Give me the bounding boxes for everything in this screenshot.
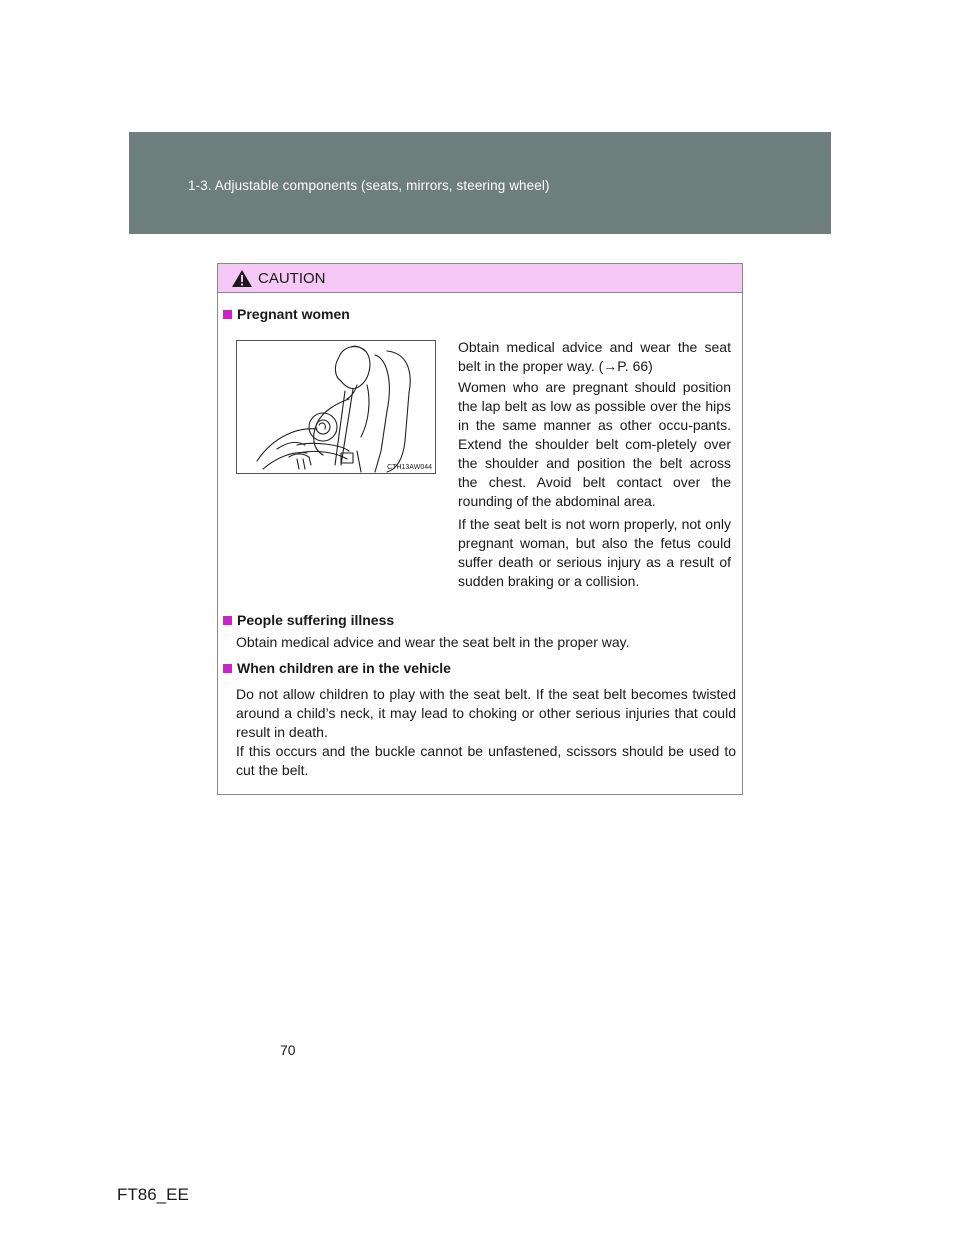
bullet-square-icon — [223, 616, 232, 625]
heading-text: When children are in the vehicle — [237, 660, 451, 676]
paragraph: Women who are pregnant should position the lap belt as low as possible over the hips in the same manner as other occu-pants. Extend the shoulder belt com-pletely over the shoulder and position the belt across the chest. Avoid belt contact over the rounding of the abdominal area. — [458, 379, 731, 509]
paragraph: If the seat belt is not worn properly, not only pregnant woman, but also the fetus could suffer death or serious injury as a result of sudden braking or a collision. — [458, 516, 731, 589]
document-code: FT86_EE — [117, 1185, 189, 1204]
warning-triangle-icon — [231, 269, 253, 288]
pregnant-woman-drawing — [237, 341, 435, 473]
paragraph: If this occurs and the buckle cannot be unfastened, scissors should be used to cut the belt. — [236, 743, 736, 778]
caution-header — [218, 264, 742, 293]
caution-label: CAUTION — [258, 270, 326, 287]
paragraph: Do not allow children to play with the seat belt. If the seat belt becomes twisted around a child’s neck, it may lead to choking or other serious injuries that could result in death. — [236, 686, 736, 740]
page-number: 70 — [280, 1042, 296, 1058]
pregnant-woman-seatbelt-illustration — [236, 340, 436, 474]
paragraph: Obtain medical advice and wear the seat belt in the proper way. — [236, 634, 630, 650]
heading-text: People suffering illness — [237, 612, 395, 628]
heading-people-suffering-illness — [223, 612, 394, 628]
bullet-square-icon — [223, 664, 232, 673]
section-title: 1-3. Adjustable components (seats, mirrors, steering wheel) — [188, 178, 550, 193]
heading-text: Pregnant women — [237, 306, 350, 322]
heading-pregnant-women — [223, 306, 350, 322]
image-code: CTH13AW044 — [387, 464, 432, 471]
paragraph: Obtain medical advice and wear the seat belt in the proper way. (→P. 66) — [458, 339, 731, 374]
heading-children-in-vehicle — [223, 660, 451, 676]
bullet-square-icon — [223, 310, 232, 319]
